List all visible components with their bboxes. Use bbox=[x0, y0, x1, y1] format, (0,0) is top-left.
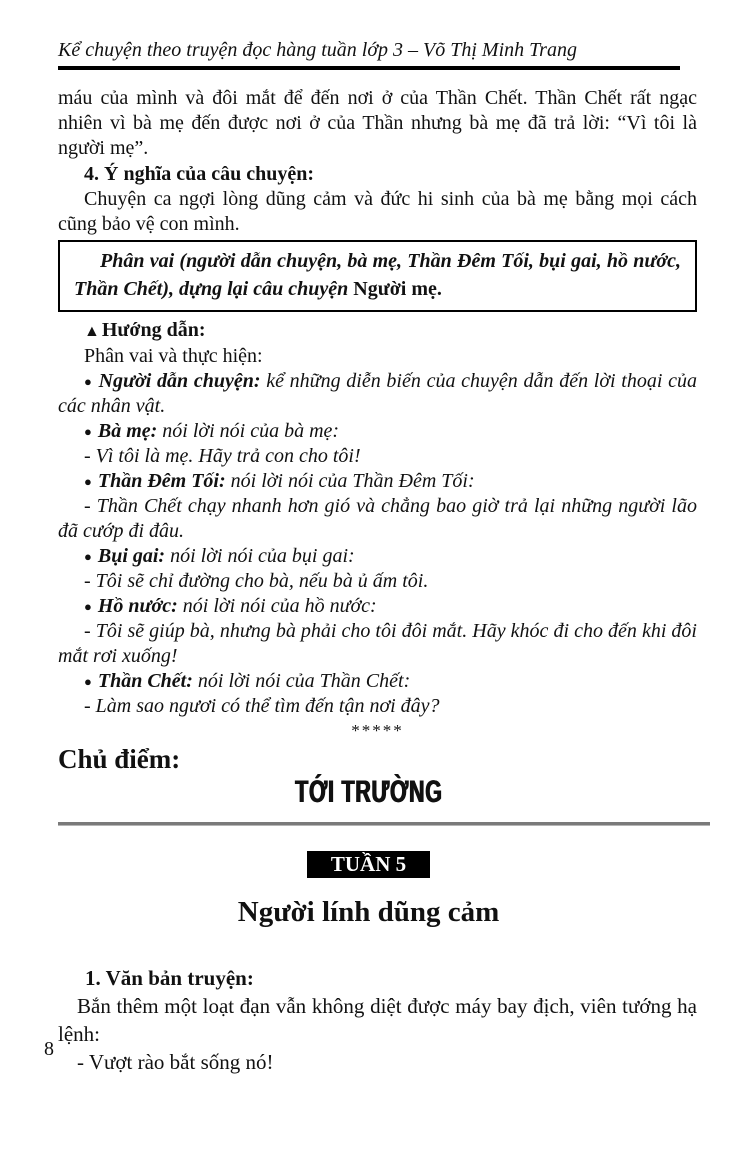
role-heading bbox=[58, 594, 697, 619]
guide-intro: Phân vai và thực hiện: bbox=[84, 345, 263, 367]
role-description: kể những diễn biến của chuyện dẫn đến lời thoại của các nhân vật. bbox=[58, 370, 697, 417]
guide-heading-label: Hướng dẫn: bbox=[101, 319, 206, 341]
dialogue-line: - Vì tôi là mẹ. Hãy trả con cho tôi! bbox=[84, 445, 361, 467]
story-text-paragraph: Bắn thêm một loạt đạn vẫn không diệt được máy bay địch, viên tướng hạ lệnh: bbox=[58, 994, 697, 1046]
role-name: Bà mẹ: bbox=[97, 420, 163, 442]
page-number: 8 bbox=[44, 1038, 54, 1060]
week-badge: TUẦN 5 bbox=[307, 851, 430, 878]
topic-title: TỚI TRƯỜNG bbox=[294, 773, 443, 809]
role-description: nói lời nói của bụi gai: bbox=[170, 545, 355, 567]
bullet-icon: ● bbox=[84, 674, 92, 689]
dialogue-line: - Thần Chết chạy nhanh hơn gió và chẳng bao giờ trả lại những người lão đã cướp đi đâu. bbox=[58, 495, 697, 542]
meaning-heading: 4. Ý nghĩa của câu chuyện: bbox=[84, 163, 315, 185]
role-heading bbox=[58, 419, 697, 444]
story-title: Người lính dũng cảm bbox=[237, 896, 500, 928]
role-heading bbox=[58, 469, 697, 494]
topic-label: Chủ điểm: bbox=[58, 744, 181, 774]
role-heading bbox=[58, 544, 697, 569]
story-title-wrap bbox=[49, 894, 688, 930]
role-description: nói lời nói của hồ nước: bbox=[182, 595, 377, 617]
role-description: nói lời nói của Thần Chết: bbox=[197, 670, 411, 692]
bullet-icon: ● bbox=[84, 424, 92, 439]
role-name: Thần Chết: bbox=[97, 670, 198, 692]
week-badge-wrap bbox=[49, 851, 688, 878]
role-list bbox=[58, 369, 697, 719]
story-text-heading: 1. Văn bản truyện: bbox=[85, 966, 254, 990]
section-divider: ***** bbox=[351, 721, 404, 740]
meaning-paragraph: Chuyện ca ngợi lòng dũng cảm và đức hi sinh của bà mẹ bằng mọi cách cũng bảo vệ con mình. bbox=[58, 188, 697, 235]
bullet-icon: ● bbox=[84, 599, 92, 614]
dialogue-line: - Làm sao ngươi có thể tìm đến tận nơi đây? bbox=[84, 695, 440, 717]
role-name: Thần Đêm Tối: bbox=[97, 470, 231, 492]
task-box-italic-part: Phân vai (người dẫn chuyện, bà mẹ, Thần Đêm Tối, bụi gai, hồ nước, Thần Chết), dựng lại câu chuyện bbox=[74, 250, 681, 300]
running-header bbox=[58, 38, 680, 70]
story-ending-paragraph: máu của mình và đôi mắt để đến nơi ở của Thần Chết. Thần Chết rất ngạc nhiên vì bà mẹ đến được nơi ở của Thần nhưng bà mẹ đã trả lời: “Vì tôi là người mẹ”. bbox=[58, 87, 697, 159]
role-description: nói lời nói của Thần Đêm Tối: bbox=[230, 470, 475, 492]
task-box bbox=[58, 240, 697, 312]
dialogue-line: - Tôi sẽ chỉ đường cho bà, nếu bà ủ ấm tôi. bbox=[84, 570, 429, 592]
role-name: Bụi gai: bbox=[97, 545, 171, 567]
running-header-title: Kể chuyện theo truyện đọc hàng tuần lớp 3 – Võ Thị Minh Trang bbox=[58, 39, 577, 61]
role-heading bbox=[58, 369, 697, 419]
topic-title-wrap bbox=[49, 773, 688, 809]
bullet-icon: ● bbox=[84, 374, 93, 389]
dialogue-line: - Tôi sẽ giúp bà, nhưng bà phải cho tôi đôi mắt. Hãy khóc đi cho đến khi đôi mắt rơi xuống! bbox=[58, 620, 697, 667]
story-dialogue-line: - Vượt rào bắt sống nó! bbox=[77, 1050, 274, 1074]
bullet-icon: ● bbox=[84, 474, 92, 489]
role-name: Người dẫn chuyện: bbox=[98, 370, 267, 392]
role-description: nói lời nói của bà mẹ: bbox=[162, 420, 340, 442]
guide-heading bbox=[58, 318, 697, 344]
bullet-icon: ● bbox=[84, 549, 92, 564]
task-box-text bbox=[74, 247, 681, 303]
topic-divider-rule bbox=[58, 822, 710, 826]
task-box-story-title: Người mẹ. bbox=[353, 278, 442, 300]
role-name: Hồ nước: bbox=[97, 595, 183, 617]
page-content bbox=[58, 0, 697, 1076]
triangle-icon: ▲ bbox=[84, 323, 102, 340]
role-heading bbox=[58, 669, 697, 694]
